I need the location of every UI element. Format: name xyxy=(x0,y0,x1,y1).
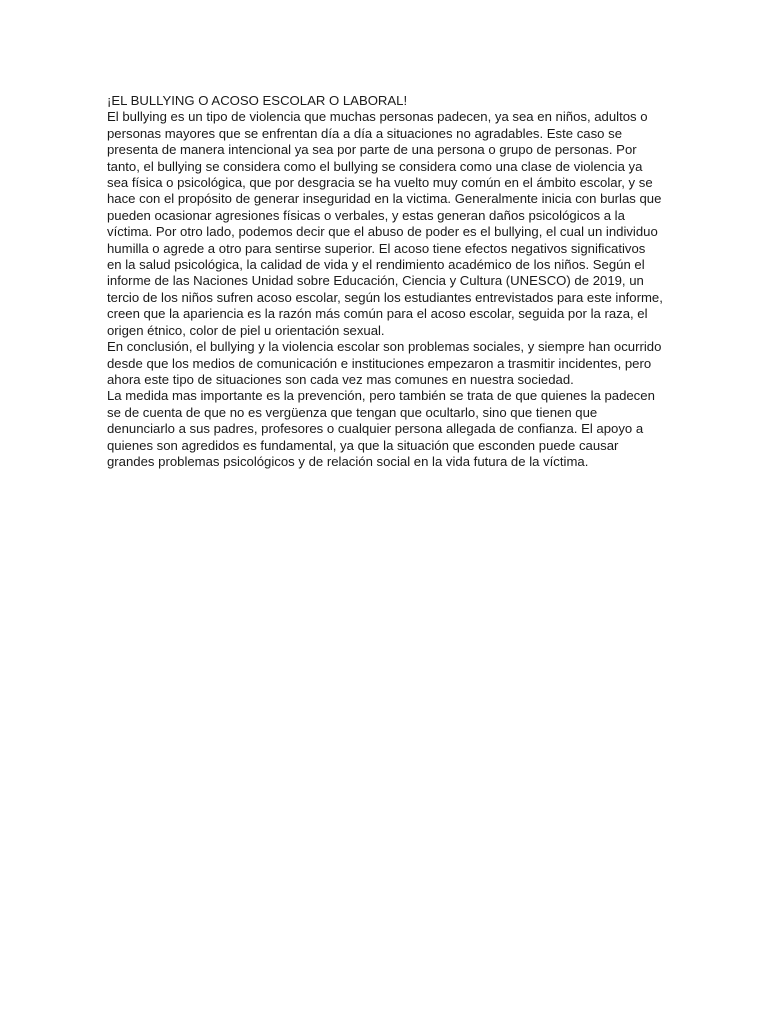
paragraph-prevention: La medida mas importante es la prevención, pero también se trata de que quienes la padecen se de cuenta de que no es vergüenza que tengan que ocultarlo, sino que tienen que denunciarlo a sus padres, profesores o cualquier persona allegada de confianza. El apoyo a quienes son agredidos es fundamental, ya que la situación que esconden puede causar grandes problemas psicológicos y de relación social en la vida futura de la víctima. xyxy=(107,388,655,469)
document-title: ¡EL BULLYING O ACOSO ESCOLAR O LABORAL! xyxy=(107,93,408,108)
document-page xyxy=(107,93,663,470)
paragraph-conclusion: En conclusión, el bullying y la violencia escolar son problemas sociales, y siempre han ocurrido desde que los medios de comunicación e instituciones empezaron a trasmitir incidentes, pero ahora este tipo de situaciones son cada vez mas comunes en nuestra sociedad. xyxy=(107,339,662,387)
paragraph-body: El bullying es un tipo de violencia que muchas personas padecen, ya sea en niños, adultos o personas mayores que se enfrentan día a día a situaciones no agradables. Este caso se presenta de manera intencional ya sea por parte de una persona o grupo de personas. Por tanto, el bullying se considera como el bullying se considera como una clase de violencia ya sea física o psicológica, que por desgracia se ha vuelto muy común en el ámbito escolar, y se hace con el propósito de generar inseguridad en la victima. Generalmente inicia con burlas que pueden ocasionar agresiones físicas o verbales, y estas generan daños psicológicos a la víctima. Por otro lado, podemos decir que el abuso de poder es el bullying, el cual un individuo humilla o agrede a otro para sentirse superior. El acoso tiene efectos negativos significativos en la salud psicológica, la calidad de vida y el rendimiento académico de los niños. Según el informe de las Naciones Unidad sobre Educación, Ciencia y Cultura (UNESCO) de 2019, un tercio de los niños sufren acoso escolar, según los estudiantes entrevistados para este informe, creen que la apariencia es la razón más común para el acoso escolar, seguida por la raza, el origen étnico, color de piel u orientación sexual. xyxy=(107,109,663,338)
